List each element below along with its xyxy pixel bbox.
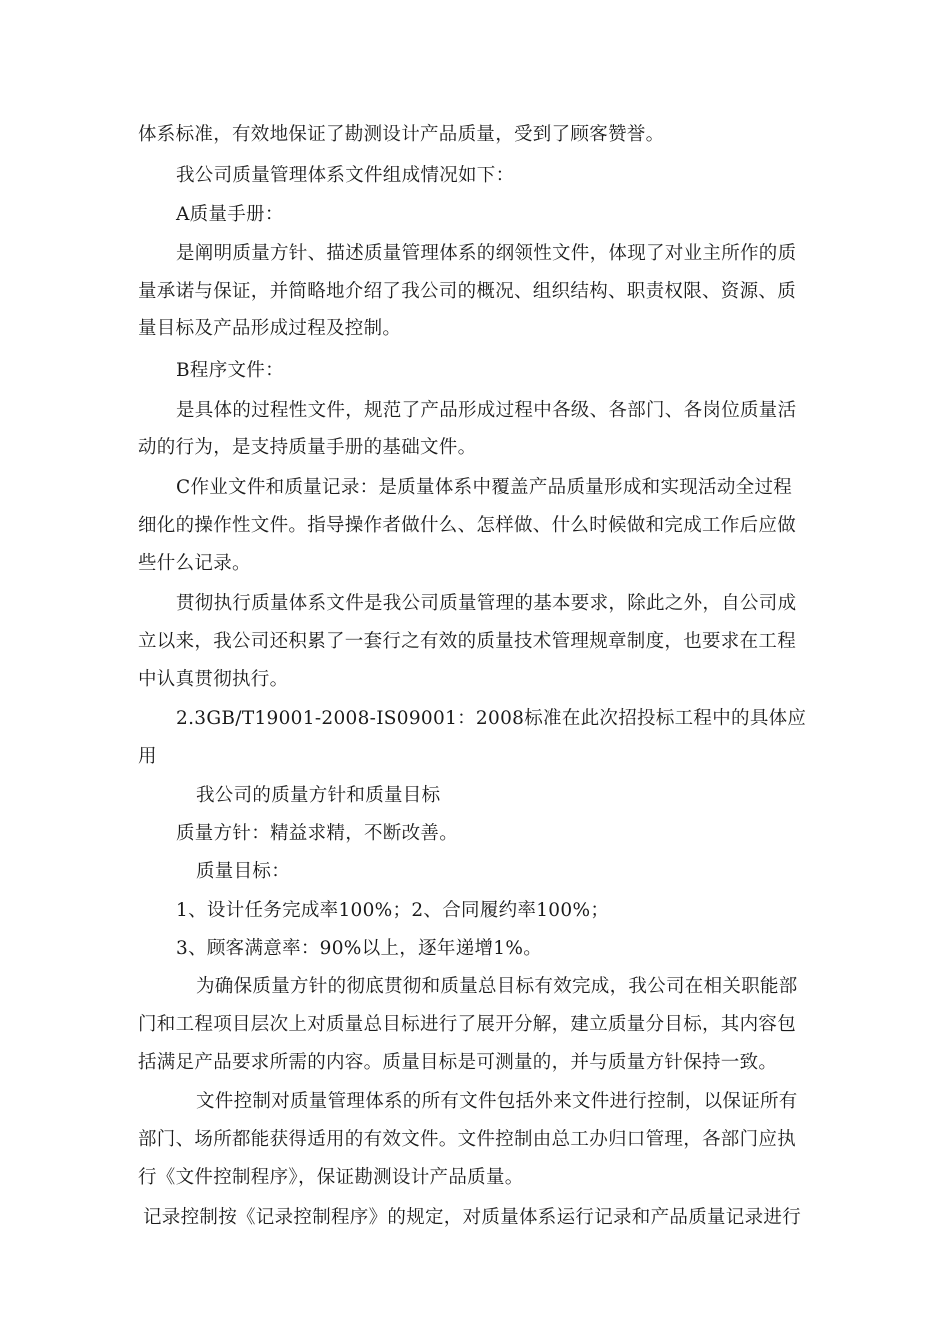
text-line-13: 贯彻执行质量体系文件是我公司质量管理的基本要求，除此之外，自公司成 (176, 593, 797, 614)
text-line-29: 记录控制按《记录控制程序》的规定，对质量体系运行记录和产品质量记录进行 (143, 1207, 802, 1228)
text-line-9: 动的行为，是支持质量手册的基础文件。 (138, 437, 477, 458)
text-line-12: 些什么记录。 (138, 553, 251, 574)
text-line-5: 量承诺与保证，并简略地介绍了我公司的概况、组织结构、职责权限、资源、质 (138, 281, 797, 302)
text-line-7: B程序文件： (176, 360, 284, 381)
text-line-27: 部门、场所都能获得适用的有效文件。文件控制由总工办归口管理，各部门应执 (138, 1129, 797, 1150)
text-line-21: 1、设计任务完成率100%；2、合同履约率100%； (176, 900, 610, 921)
text-line-25: 括满足产品要求所需的内容。质量目标是可测量的，并与质量方针保持一致。 (138, 1052, 778, 1073)
text-line-14: 立以来，我公司还积累了一套行之有效的质量技术管理规章制度，也要求在工程 (138, 631, 797, 652)
text-line-20: 质量目标： (196, 861, 291, 882)
text-line-3: A质量手册： (176, 204, 284, 225)
text-line-1: 体系标准，有效地保证了勘测设计产品质量，受到了顾客赞誉。 (138, 124, 665, 145)
text-line-18: 我公司的质量方针和质量目标 (196, 785, 441, 806)
text-line-2: 我公司质量管理体系文件组成情况如下： (176, 165, 515, 186)
text-line-28: 行《文件控制程序》，保证勘测设计产品质量。 (138, 1167, 524, 1188)
text-line-19: 质量方针：精益求精，不断改善。 (176, 823, 459, 844)
text-line-15: 中认真贯彻执行。 (138, 669, 289, 690)
text-line-8: 是具体的过程性文件，规范了产品形成过程中各级、各部门、各岗位质量活 (176, 400, 797, 421)
text-line-26: 文件控制对质量管理体系的所有文件包括外来文件进行控制，以保证所有 (196, 1091, 798, 1112)
text-line-10: C作业文件和质量记录：是质量体系中覆盖产品质量形成和实现活动全过程 (176, 477, 793, 498)
text-line-17: 用 (138, 746, 157, 767)
text-line-22: 3、顾客满意率：90%以上，逐年递增1%。 (176, 938, 543, 959)
text-line-23: 为确保质量方针的彻底贯彻和质量总目标有效完成，我公司在相关职能部 (196, 976, 798, 997)
text-line-6: 量目标及产品形成过程及控制。 (138, 318, 402, 339)
text-line-24: 门和工程项目层次上对质量总目标进行了展开分解，建立质量分目标，其内容包 (138, 1014, 797, 1035)
text-line-11: 细化的操作性文件。指导操作者做什么、怎样做、什么时候做和完成工作后应做 (138, 515, 797, 536)
text-line-16: 2.3GB/T19001-2008-IS09001：2008标准在此次招投标工程中的具体应 (176, 708, 807, 729)
text-line-4: 是阐明质量方针、描述质量管理体系的纲领性文件，体现了对业主所作的质 (176, 243, 797, 264)
